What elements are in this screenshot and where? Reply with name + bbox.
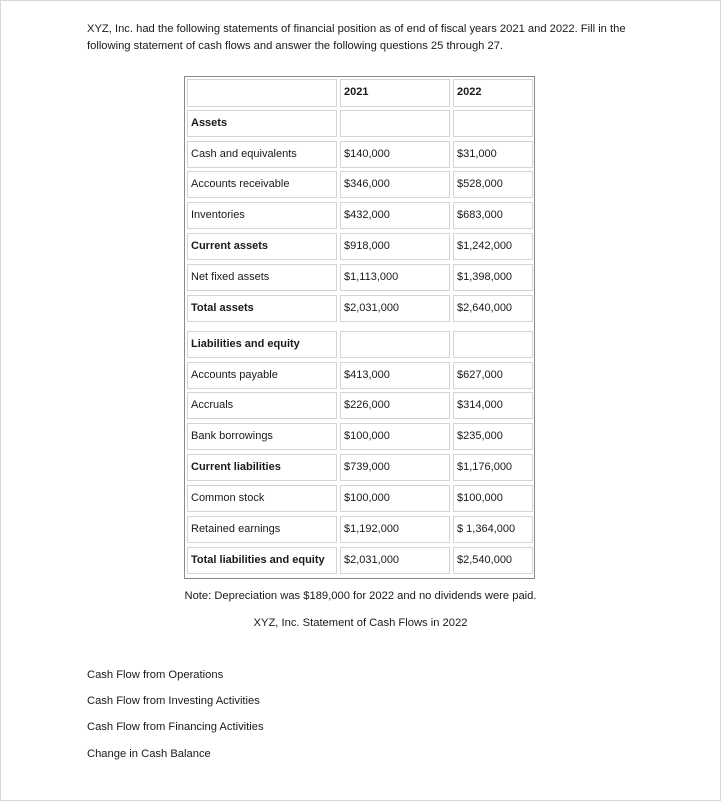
row-label-bank-borrowings: Bank borrowings bbox=[187, 423, 337, 450]
value-2022-total-assets: $2,640,000 bbox=[453, 295, 533, 322]
cash-flow-item: Change in Cash Balance bbox=[87, 748, 211, 760]
value-2021-bank-borrowings: $100,000 bbox=[340, 423, 450, 450]
cash-flow-item: Cash Flow from Operations bbox=[87, 669, 224, 681]
row-label-net-fixed-assets: Net fixed assets bbox=[187, 264, 337, 291]
intro-paragraph: XYZ, Inc. had the following statements of financial position as of end of fiscal years 2021 and 2022. Fill in the following statement of cash flows and answer the following questions 25 through 27. bbox=[87, 23, 626, 52]
header-cell-blank bbox=[187, 79, 337, 107]
row-label-accounts-receivable: Accounts receivable bbox=[187, 171, 337, 198]
row-label-total-liabilities-and-equity: Total liabilities and equity bbox=[187, 547, 337, 574]
value-2021-accounts-payable: $413,000 bbox=[340, 362, 450, 389]
value-2022-retained-earnings: $ 1,364,000 bbox=[453, 516, 533, 543]
value-2022-common-stock: $100,000 bbox=[453, 485, 533, 512]
value-2022-bank-borrowings: $235,000 bbox=[453, 423, 533, 450]
value-2022-liabilities-and-equity bbox=[453, 331, 533, 358]
row-label-cash-and-equivalents: Cash and equivalents bbox=[187, 141, 337, 168]
value-2022-cash-and-equivalents: $31,000 bbox=[453, 141, 533, 168]
row-label-retained-earnings: Retained earnings bbox=[187, 516, 337, 543]
value-2022-net-fixed-assets: $1,398,000 bbox=[453, 264, 533, 291]
row-label-accruals: Accruals bbox=[187, 392, 337, 419]
value-2022-accounts-receivable: $528,000 bbox=[453, 171, 533, 198]
value-2021-retained-earnings: $1,192,000 bbox=[340, 516, 450, 543]
financial-position-table bbox=[184, 76, 535, 579]
value-2022-total-liabilities-and-equity: $2,540,000 bbox=[453, 547, 533, 574]
row-label-assets: Assets bbox=[187, 110, 337, 137]
row-label-liabilities-and-equity: Liabilities and equity bbox=[187, 331, 337, 358]
statement-title: XYZ, Inc. Statement of Cash Flows in 2022 bbox=[253, 617, 468, 629]
value-2021-inventories: $432,000 bbox=[340, 202, 450, 229]
header-cell-2021: 2021 bbox=[340, 79, 450, 107]
value-2021-accruals: $226,000 bbox=[340, 392, 450, 419]
cash-flow-item: Cash Flow from Financing Activities bbox=[87, 721, 264, 733]
value-2022-accounts-payable: $627,000 bbox=[453, 362, 533, 389]
value-2021-accounts-receivable: $346,000 bbox=[340, 171, 450, 198]
cash-flow-item: Cash Flow from Investing Activities bbox=[87, 695, 260, 707]
value-2022-current-assets: $1,242,000 bbox=[453, 233, 533, 260]
row-label-inventories: Inventories bbox=[187, 202, 337, 229]
value-2022-accruals: $314,000 bbox=[453, 392, 533, 419]
value-2021-total-liabilities-and-equity: $2,031,000 bbox=[340, 547, 450, 574]
value-2021-liabilities-and-equity bbox=[340, 331, 450, 358]
value-2021-current-assets: $918,000 bbox=[340, 233, 450, 260]
value-2021-total-assets: $2,031,000 bbox=[340, 295, 450, 322]
row-label-accounts-payable: Accounts payable bbox=[187, 362, 337, 389]
row-label-common-stock: Common stock bbox=[187, 485, 337, 512]
value-2022-current-liabilities: $1,176,000 bbox=[453, 454, 533, 481]
value-2021-assets bbox=[340, 110, 450, 137]
row-label-current-assets: Current assets bbox=[187, 233, 337, 260]
row-label-current-liabilities: Current liabilities bbox=[187, 454, 337, 481]
value-2021-common-stock: $100,000 bbox=[340, 485, 450, 512]
value-2021-net-fixed-assets: $1,113,000 bbox=[340, 264, 450, 291]
row-label-total-assets: Total assets bbox=[187, 295, 337, 322]
depreciation-note: Note: Depreciation was $189,000 for 2022 and no dividends were paid. bbox=[184, 590, 537, 602]
value-2021-current-liabilities: $739,000 bbox=[340, 454, 450, 481]
header-cell-2022: 2022 bbox=[453, 79, 533, 107]
value-2022-assets bbox=[453, 110, 533, 137]
value-2021-cash-and-equivalents: $140,000 bbox=[340, 141, 450, 168]
value-2022-inventories: $683,000 bbox=[453, 202, 533, 229]
